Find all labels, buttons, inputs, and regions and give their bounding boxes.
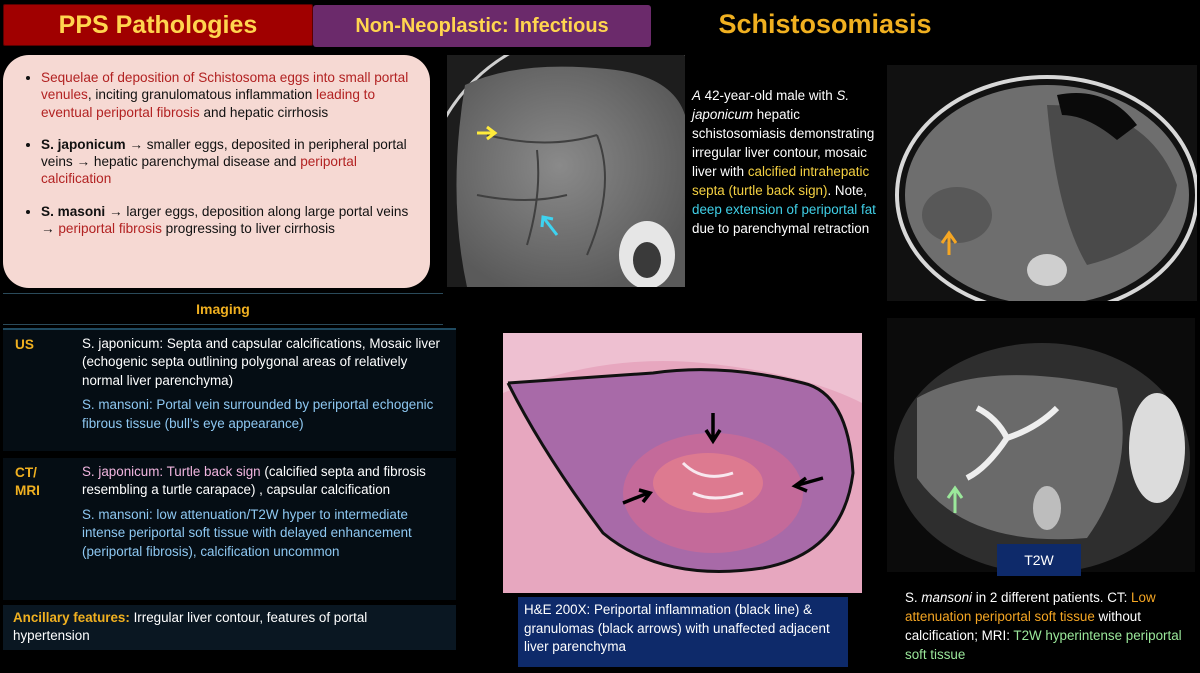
bullet-text-red: leading to eventual periportal fibrosis [41, 87, 376, 120]
ct-japonicum-a: S. japonicum: Turtle back sign [82, 464, 261, 479]
ct-japonicum-b: (calcified septa and fibrosis resembling a turtle carapace) , capsular calcification [82, 464, 426, 498]
caption-text: . Note, [827, 183, 867, 198]
bullet-text: → larger eggs, deposition along large portal veins → [41, 203, 409, 237]
row-label-us: US [15, 337, 34, 352]
caption-yellow: calcified intrahepatic septa (turtle back sign) [692, 164, 870, 198]
bullet-bold: S. masoni [41, 203, 106, 219]
caption-cyan: deep extension of periportal fat [692, 202, 876, 217]
bullet-text-red: periportal calcification [41, 154, 357, 187]
bullet-text-red: periportal fibrosis [58, 221, 162, 237]
ct-caption [692, 86, 882, 238]
us-mansoni: S. mansoni: Portal vein surrounded by periportal echogenic fibrous tissue (bull’s eye appearance) [82, 397, 434, 431]
category-title: Non-Neoplastic: Infectious [313, 5, 651, 47]
bullet-bold: S. japonicum [41, 136, 126, 152]
ct-image-japonicum [447, 55, 685, 287]
mri-image-t2w [887, 318, 1195, 572]
row-label-ct-mri: CT/ MRI [15, 465, 40, 498]
imaging-row-ct-mri [3, 458, 456, 600]
caption-italic: A [692, 88, 701, 103]
imaging-row-us [3, 328, 456, 451]
us-japonicum-b: , Mosaic liver (echogenic septa outlining polygonal areas of relatively normal liver parenchyma) [82, 336, 441, 388]
imaging-heading: Imaging [3, 293, 443, 325]
ancillary-features [3, 605, 456, 650]
mri-caption [905, 588, 1195, 664]
bullet-text: progressing to liver cirrhosis [161, 221, 335, 237]
ct-mansoni: S. mansoni: low attenuation/T2W hyper to intermediate intense periportal soft tissue with delayed enhancement (periportal fibrosis), calcification uncommon [82, 506, 412, 559]
bullet-item [41, 136, 412, 188]
section-title: PPS Pathologies [3, 4, 313, 46]
ancillary-label: Ancillary features: [13, 610, 130, 625]
bullet-text: and hepatic cirrhosis [199, 104, 329, 120]
mri-sequence-label: T2W [997, 544, 1081, 576]
bullet-text: , inciting granulomatous inflammation [87, 87, 317, 103]
bullet-text: → smaller eggs, deposited in peripheral portal veins → hepatic parenchymal disease and [41, 136, 407, 170]
caption-text: 42-year-old male with [700, 88, 837, 103]
caption-text: without calcification; MRI: [905, 609, 1141, 643]
caption-orange: Low attenuation periportal soft tissue [905, 590, 1156, 624]
histology-caption: H&E 200X: Periportal inflammation (black line) & granulomas (black arrows) with unaffected adjacent liver parenchyma [518, 597, 848, 667]
caption-text: in 2 different patients. CT: [972, 590, 1132, 605]
ancillary-text: Irregular liver contour, features of portal hypertension [13, 610, 368, 644]
bullet-item [41, 69, 412, 121]
histology-image [503, 333, 862, 593]
caption-text: hepatic schistosomiasis demonstrating irregular liver contour, mosaic liver with [692, 107, 875, 179]
pathology-bullets [3, 55, 430, 288]
us-japonicum-a: S. japonicum: Septa and capsular calcifications [82, 336, 362, 351]
caption-italic: S. japonicum [692, 88, 850, 122]
topic-title: Schistosomiasis [718, 8, 932, 39]
bullet-item [41, 203, 412, 238]
ct-image-mansoni [887, 65, 1197, 301]
caption-text: S. [905, 590, 922, 605]
bullet-text-red: Sequelae of deposition of Schistosoma eggs into small portal venules [41, 70, 409, 103]
caption-green: T2W hyperintense periportal soft tissue [905, 628, 1182, 662]
caption-text: due to parenchymal retraction [692, 221, 870, 236]
caption-italic: mansoni [921, 590, 972, 605]
